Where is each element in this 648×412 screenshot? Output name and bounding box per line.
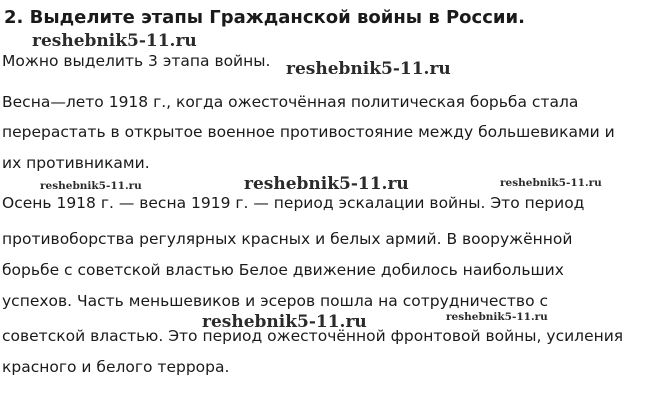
- text-line: их противниками.: [2, 154, 150, 172]
- watermark: reshebnik5-11.ru: [202, 312, 367, 332]
- task-heading: 2. Выделите этапы Гражданской войны в России.: [4, 7, 525, 28]
- text-line: Весна—лето 1918 г., когда ожесточённая политическая борьба стала: [2, 93, 579, 111]
- text-line: Осень 1918 г. — весна 1919 г. — период эскалации войны. Это период: [2, 194, 585, 212]
- watermark: reshebnik5-11.ru: [244, 174, 409, 194]
- text-line: перерастать в открытое военное противостояние между большевиками и: [2, 123, 615, 141]
- text-line: борьбе с советской властью Белое движение добилось наибольших: [2, 261, 564, 279]
- text-line: Можно выделить 3 этапа войны.: [2, 52, 271, 70]
- text-line: успехов. Часть меньшевиков и эсеров пошла на сотрудничество с: [2, 292, 549, 310]
- text-line: советской властью. Это период ожесточённой фронтовой войны, усиления: [2, 327, 624, 345]
- watermark: reshebnik5-11.ru: [446, 311, 548, 323]
- watermark: reshebnik5-11.ru: [500, 177, 602, 189]
- watermark: reshebnik5-11.ru: [32, 31, 197, 51]
- watermark: reshebnik5-11.ru: [286, 59, 451, 79]
- text-line: красного и белого террора.: [2, 358, 230, 376]
- watermark: reshebnik5-11.ru: [40, 180, 142, 192]
- text-line: противоборства регулярных красных и белых армий. В вооружённой: [2, 230, 573, 248]
